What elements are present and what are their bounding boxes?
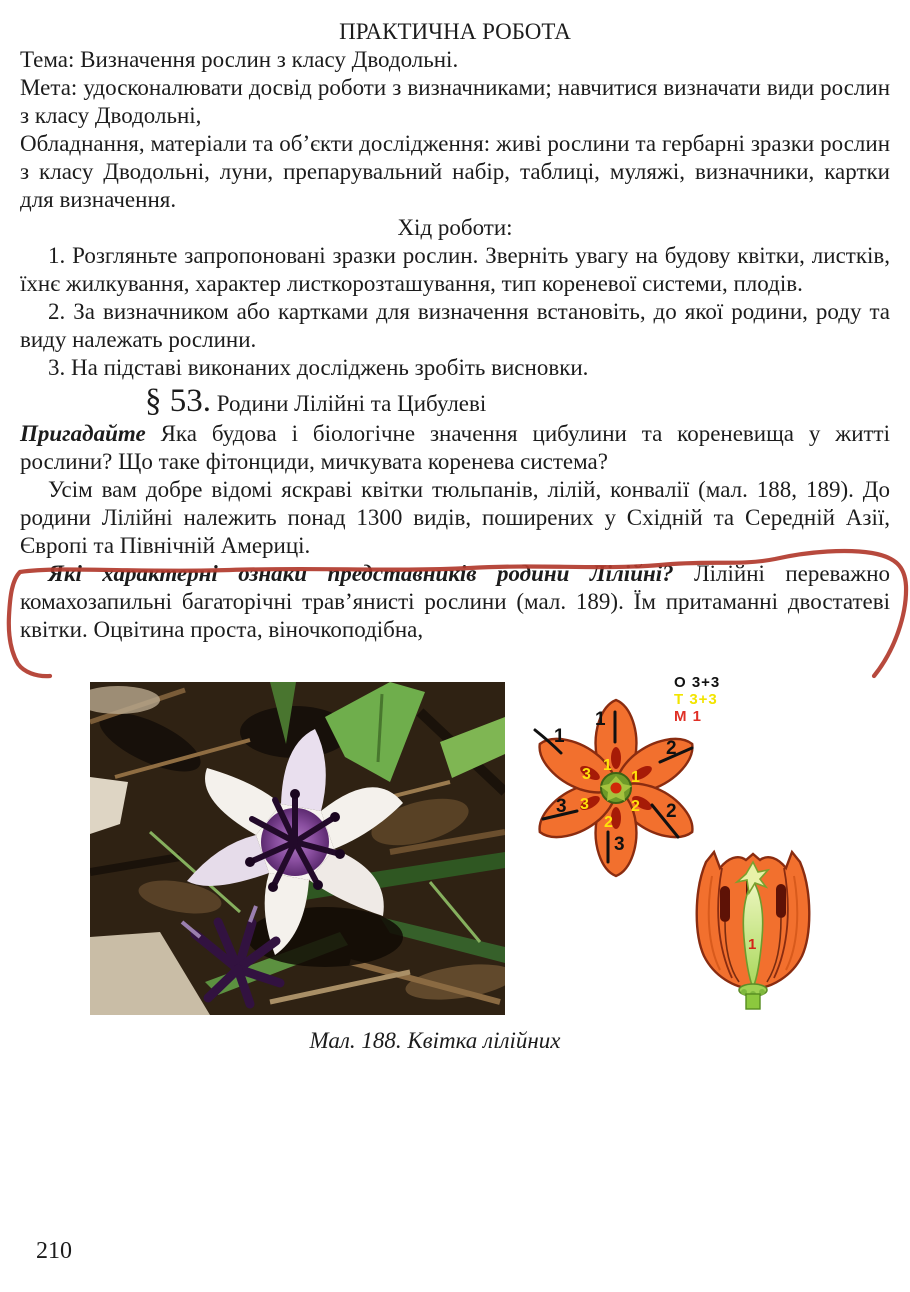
recall-paragraph	[20, 420, 890, 476]
stamen-label: 2	[604, 814, 613, 831]
petal-label: 1	[595, 709, 606, 730]
petal-label: 3	[614, 834, 625, 855]
question-paragraph	[20, 560, 890, 644]
stamen-label: 1	[631, 769, 640, 786]
question-text: Лілійні переважно комахозапильні багаторічні трав’янисті рослини (мал. 189). Їм притаманні двостатеві квітки. Оцвітина проста, віночкоподібна,	[20, 561, 891, 642]
cross-section-label: 1	[748, 936, 757, 953]
page-number: 210	[36, 1238, 72, 1264]
stamen-label: 3	[580, 796, 589, 813]
section-heading	[145, 382, 890, 420]
formula-perianth: О 3+3	[674, 674, 721, 691]
page-title: ПРАКТИЧНА РОБОТА	[339, 19, 571, 44]
section-number: § 53.	[145, 383, 211, 419]
recall-text: Яка будова і біологічне значення цибулини та кореневища у житті рослини? Що таке фітонциди, мичкувата коренева система?	[20, 421, 890, 474]
stamen-label: 3	[582, 766, 591, 783]
formula-stamens: Т 3+3	[674, 691, 718, 708]
petal-label: 3	[556, 796, 567, 817]
petal-label: 2	[666, 801, 677, 822]
procedure-heading: Хід роботи:	[397, 215, 513, 240]
stamen-label: 2	[631, 798, 640, 815]
topic-line: Тема: Визначення рослин з класу Дводольні.	[20, 47, 459, 72]
stamen-label: 1	[603, 757, 612, 774]
question-lead: Які характерні ознаки представників родини Лілійні?	[48, 561, 674, 586]
procedure-step-3: 3. На підставі виконаних досліджень зробіть висновки.	[48, 355, 589, 380]
figure-188	[0, 664, 910, 1084]
aim-line: Мета: удосконалювати досвід роботи з визначниками; навчитися визначати види рослин з класу Дводольні,	[20, 75, 890, 128]
flower-photo	[90, 682, 505, 1015]
intro-paragraph: Усім вам добре відомі яскраві квітки тюльпанів, лілій, конвалії (мал. 188, 189). До родини Лілійні належить понад 1300 видів, поширених у Східній та Середній Азії, Європі та Північній Америці.	[20, 477, 890, 558]
flower-diagram-top-view	[518, 690, 714, 886]
procedure-step-1: 1. Розгляньте запропоновані зразки рослин. Зверніть увагу на будову квітки, листків, їхнє жилкування, характер листкорозташування, тип кореневої системи, плодів.	[20, 243, 890, 296]
section-title: Родини Лілійні та Цибулеві	[211, 391, 487, 416]
procedure-step-2: 2. За визначником або картками для визначення встановіть, до якої родини, роду та виду належать рослини.	[20, 299, 890, 352]
formula-pistil: М 1	[674, 708, 703, 725]
recall-lead: Пригадайте	[20, 421, 146, 446]
equipment-line: Обладнання, матеріали та об’єкти дослідження: живі рослини та гербарні зразки рослин з класу Дводольні, луни, препарувальний набір, таблиці, муляжі, визначники, картки для визначення.	[20, 131, 890, 212]
text-column	[0, 0, 910, 644]
petal-label: 1	[554, 726, 565, 747]
flower-diagram-cross-section	[688, 846, 818, 1010]
petal-label: 2	[666, 738, 677, 759]
figure-caption: Мал. 188. Квітка лілійних	[309, 1028, 561, 1053]
